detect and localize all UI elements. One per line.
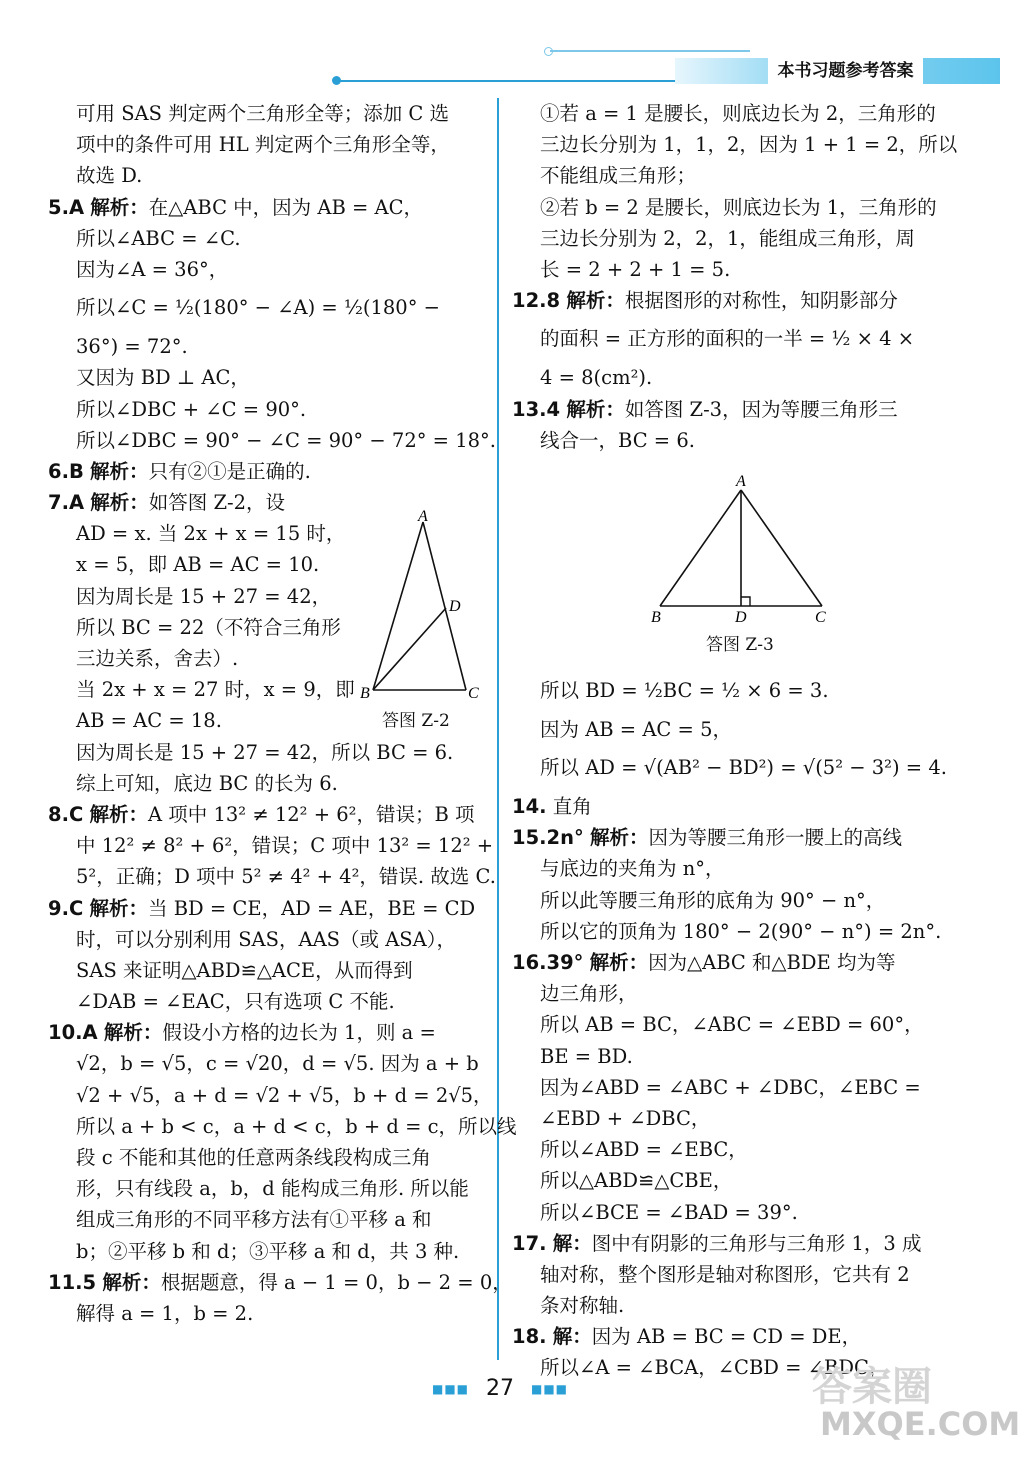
line-text: 所以△ABD≌△CBE， <box>540 1169 733 1193</box>
line-text: BE = BD. <box>540 1044 633 1068</box>
line-text: 综上可知，底边 BC 的长为 6. <box>76 771 338 795</box>
text-line <box>512 1103 952 1134</box>
line-text: 所以∠ABC = ∠C. <box>76 226 241 250</box>
line-text: ②若 b = 2 是腰长，则底边长为 1，三角形的 <box>540 195 937 219</box>
text-line <box>48 986 488 1017</box>
text-line <box>512 1321 952 1352</box>
label-b: B <box>360 685 370 702</box>
line-text: 中 12² ≠ 8² + 6²，错误；C 项中 13² = 12² + <box>76 834 494 858</box>
text-line <box>512 98 952 129</box>
text-line <box>48 1080 493 1111</box>
figure-z3-svg <box>645 472 835 627</box>
question-number: 8.C <box>48 802 84 826</box>
line-text: 三边关系，舍去）. <box>76 647 239 670</box>
answer-label: 解析： <box>90 195 149 219</box>
right-text-block-top <box>512 98 958 456</box>
text-line <box>48 285 488 331</box>
text-line <box>48 362 488 393</box>
line-text: 根据题意，得 a − 1 = 0，b − 2 = 0， <box>160 1270 512 1294</box>
text-line <box>48 1298 488 1329</box>
line-text: 的面积 = 正方形的面积的一半 = ½ × 4 × <box>540 327 915 351</box>
line-text: 因为∠ABD = ∠ABC + ∠DBC，∠EBC = <box>540 1075 921 1099</box>
line-text: 所以∠C = ½(180° − ∠A) = ½(180° − <box>76 296 440 320</box>
right-text-block-bottom <box>512 668 952 1384</box>
line-text: 因为 AB = BC = CD = DE， <box>591 1325 862 1349</box>
question-number: 13.4 <box>512 397 561 421</box>
question-number: 9.C <box>48 896 84 920</box>
text-line <box>512 947 952 978</box>
text-line <box>48 799 488 830</box>
line-text: 所以 BD = ½BC = ½ × 6 = 3. <box>540 678 829 702</box>
line-text: 所以∠DBC + ∠C = 90°. <box>76 397 307 421</box>
text-line <box>48 893 488 924</box>
line-text: 所以 BC = 22（不符合三角形 <box>76 615 341 639</box>
text-line <box>512 745 952 791</box>
answer-label: 解析： <box>566 289 625 313</box>
line-text: 轴对称，整个图形是轴对称图形，它共有 2 <box>540 1262 910 1286</box>
line-text: 项中的条件可用 HL 判定两个三角形全等， <box>76 133 450 157</box>
text-line <box>512 791 952 822</box>
text-line <box>48 394 488 425</box>
line-text: 形，只有线段 a，b，d 能构成三角形. 所以能 <box>76 1177 469 1201</box>
text-line <box>48 924 488 955</box>
text-line <box>512 853 952 884</box>
text-line <box>48 129 488 160</box>
text-line <box>48 1236 488 1267</box>
answer-label: 解析： <box>89 802 149 826</box>
line-text: 故选 D. <box>76 164 143 188</box>
segment-ac <box>741 490 822 606</box>
line-text: ①若 a = 1 是腰长，则底边长为 2，三角形的 <box>540 102 936 125</box>
text-line <box>512 916 952 947</box>
text-line <box>48 456 488 487</box>
answer-label: 解析： <box>89 896 149 920</box>
text-line <box>512 1197 952 1228</box>
label-d: D <box>449 598 461 615</box>
line-text: 因为周长是 15 + 27 = 42， <box>76 584 332 608</box>
line-text: 如答图 Z-3，因为等腰三角形三 <box>624 397 898 421</box>
question-number: 6.B <box>48 459 84 483</box>
text-line <box>512 1041 952 1072</box>
text-line <box>512 668 952 714</box>
line-text: 线合一，BC = 6. <box>540 428 695 452</box>
watermark-logo: 答案圈 <box>812 1364 932 1410</box>
line-text: ∠DAB = ∠EAC，只有选项 C 不能. <box>76 990 395 1014</box>
segment-ab <box>373 522 423 690</box>
line-text: 因为 AB = AC = 5， <box>540 717 732 741</box>
question-number: 10.A <box>48 1021 98 1045</box>
column-divider <box>497 98 499 1360</box>
label-c: C <box>468 685 479 702</box>
line-text: b；②平移 b 和 d；③平移 a 和 d，共 3 种. <box>76 1239 460 1263</box>
line-text: 组成三角形的不同平移方法有①平移 a 和 <box>76 1208 432 1232</box>
text-line <box>512 885 952 916</box>
line-text: 所以∠A = ∠BCA，∠CBD = ∠BDC， <box>540 1356 889 1380</box>
text-line <box>512 160 952 191</box>
line-text: 解得 a = 1，b = 2. <box>76 1301 254 1325</box>
question-number: 16.39° <box>512 951 584 974</box>
text-line <box>512 978 952 1009</box>
line-text: 所以 AD = √(AB² − BD²) = √(5² − 3²) = 4. <box>540 756 947 780</box>
line-text: 所以∠DBC = 90° − ∠C = 90° − 72° = 18°. <box>76 428 496 452</box>
text-line <box>512 285 952 316</box>
footer-ornament-left: ■■■ <box>431 1382 469 1396</box>
line-text: 因为周长是 15 + 27 = 42，所以 BC = 6. <box>76 740 454 764</box>
line-text: 5²，正确；D 项中 5² ≠ 4² + 4²，错误. 故选 C. <box>76 865 496 889</box>
label-b: B <box>651 609 661 626</box>
question-number: 12.8 <box>512 289 561 313</box>
question-number: 15.2n° <box>512 826 584 850</box>
text-line <box>512 129 958 160</box>
right-angle-mark <box>741 597 750 606</box>
line-text: 图中有阴影的三角形与三角形 1，3 成 <box>591 1231 922 1255</box>
figure-z2 <box>358 508 488 708</box>
line-text: 根据图形的对称性，知阴影部分 <box>624 289 898 313</box>
line-text: SAS 来证明△ABD≌△ACE，从而得到 <box>76 958 413 982</box>
line-text: 长 = 2 + 2 + 1 = 5. <box>540 257 731 281</box>
text-line <box>48 1017 488 1048</box>
line-text: 可用 SAS 判定两个三角形全等；添加 C 选 <box>76 102 450 125</box>
text-line <box>512 1009 952 1040</box>
figure-z3 <box>645 472 835 627</box>
text-line <box>48 955 488 986</box>
text-line <box>512 822 952 853</box>
line-text: AB = AC = 18. <box>76 709 222 733</box>
text-line <box>512 394 952 425</box>
line-text: 段 c 不能和其他的任意两条线段构成三角 <box>76 1146 431 1169</box>
text-line <box>512 316 952 362</box>
page-header <box>330 48 1000 88</box>
figure-z2-caption: 答图 Z-2 <box>382 711 450 731</box>
text-line <box>512 1072 952 1103</box>
label-a: A <box>736 473 746 490</box>
line-text: √2 + √5，a + d = √2 + √5，b + d = 2√5， <box>76 1083 493 1107</box>
text-line <box>48 1204 488 1235</box>
line-text: 只有②①是正确的. <box>148 459 311 483</box>
text-line <box>48 425 496 456</box>
line-text: 时，可以分别利用 SAS，AAS（或 ASA）， <box>76 927 456 951</box>
page-number: 27 <box>486 1376 514 1401</box>
question-number: 18. <box>512 1325 547 1349</box>
label-d: D <box>735 609 747 626</box>
figure-z2-svg <box>358 508 488 708</box>
text-line <box>48 768 488 799</box>
question-number: 11.5 <box>48 1270 97 1294</box>
line-text: 边三角形， <box>540 982 638 1006</box>
line-text: √2，b = √5，c = √20，d = √5. 因为 a + b <box>76 1052 479 1076</box>
segment-bd <box>373 608 446 690</box>
label-c: C <box>815 609 826 626</box>
text-line <box>512 192 952 223</box>
line-text: 直角 <box>552 795 592 819</box>
line-text: 36°) = 72°. <box>76 335 188 359</box>
line-text: 因为等腰三角形一腰上的高线 <box>648 826 902 850</box>
header-title: 本书习题参考答案 <box>768 58 923 84</box>
line-text: A 项中 13² ≠ 12² + 6²，错误；B 项 <box>148 802 475 826</box>
text-line <box>512 1228 952 1259</box>
question-number: 7.A <box>48 491 85 515</box>
question-number: 17. <box>512 1231 547 1255</box>
line-text: 所以此等腰三角形的底角为 90° − n°， <box>540 888 886 912</box>
text-line <box>48 1048 488 1079</box>
answer-label: 解析： <box>589 951 649 974</box>
text-line <box>48 254 488 285</box>
text-line <box>512 223 952 254</box>
answer-label: 解： <box>552 1231 592 1255</box>
line-text: 所以它的顶角为 180° − 2(90° − n°) = 2n°. <box>540 919 942 943</box>
text-line <box>48 1267 512 1298</box>
watermark-site: MXQE.COM <box>820 1405 1020 1443</box>
line-text: 假设小方格的边长为 1，则 a = <box>162 1021 436 1045</box>
line-text: x = 5，即 AB = AC = 10. <box>76 553 320 577</box>
line-text: 三边长分别为 2，2，1，能组成三角形，周 <box>540 226 915 250</box>
answer-label: 解析： <box>90 459 149 483</box>
text-line <box>512 1165 952 1196</box>
text-line <box>48 1142 488 1173</box>
text-line <box>48 160 488 191</box>
line-text: 所以 AB = BC，∠ABC = ∠EBD = 60°， <box>540 1013 924 1037</box>
text-line <box>48 192 488 223</box>
line-text: 在△ABC 中，因为 AB = AC， <box>148 195 424 219</box>
answer-label: 解析： <box>566 397 625 421</box>
text-line <box>48 98 488 129</box>
question-number: 5.A <box>48 195 85 219</box>
answer-label: 解析： <box>589 826 649 850</box>
label-a: A <box>418 508 428 525</box>
text-line <box>48 1111 517 1142</box>
line-text: 与底边的夹角为 n°， <box>540 857 725 881</box>
line-text: 不能组成三角形； <box>540 164 697 188</box>
text-line <box>512 1290 952 1321</box>
line-text: 因为∠A = 36°， <box>76 257 229 281</box>
text-line <box>512 425 952 456</box>
text-line <box>512 1259 952 1290</box>
text-line <box>512 254 952 285</box>
figure-z3-caption: 答图 Z-3 <box>706 635 774 655</box>
answer-label: 解： <box>552 1325 592 1349</box>
answer-label: 解析： <box>102 1270 161 1294</box>
line-text: 因为△ABC 和△BDE 均为等 <box>648 951 896 974</box>
footer-ornament-right: ■■■ <box>531 1382 569 1396</box>
text-line <box>48 830 494 861</box>
line-text: 如答图 Z-2，设 <box>148 491 286 515</box>
header-ornament-line <box>550 50 750 52</box>
line-text: AD = x. 当 2x + x = 15 时， <box>76 522 346 546</box>
line-text: 所以∠BCE = ∠BAD = 39°. <box>540 1200 798 1224</box>
line-text: ∠EBD + ∠DBC， <box>540 1106 711 1130</box>
text-line <box>48 331 488 362</box>
line-text: 当 2x + x = 27 时，x = 9，即 <box>76 678 355 702</box>
question-number: 14. <box>512 795 547 819</box>
text-line <box>48 737 488 768</box>
text-line <box>48 861 496 892</box>
text-line <box>48 1173 488 1204</box>
line-text: 4 = 8(cm²). <box>540 366 653 390</box>
right-column <box>512 98 958 1384</box>
text-line <box>512 1134 952 1165</box>
line-text: 条对称轴. <box>540 1294 625 1318</box>
line-text: 所以∠ABD = ∠EBC， <box>540 1138 748 1162</box>
line-text: 三边长分别为 1，1，2，因为 1 + 1 = 2，所以 <box>540 133 958 157</box>
text-line <box>512 362 952 393</box>
line-text: 当 BD = CE，AD = AE，BE = CD <box>148 896 476 920</box>
text-line <box>48 223 488 254</box>
answer-label: 解析： <box>90 491 149 515</box>
line-text: 所以 a + b < c，a + d < c，b + d = c，所以线 <box>76 1114 517 1138</box>
answer-label: 解析： <box>103 1021 163 1045</box>
line-text: 又因为 BD ⊥ AC， <box>76 366 250 390</box>
text-line <box>512 714 952 745</box>
segment-ab <box>660 490 741 606</box>
